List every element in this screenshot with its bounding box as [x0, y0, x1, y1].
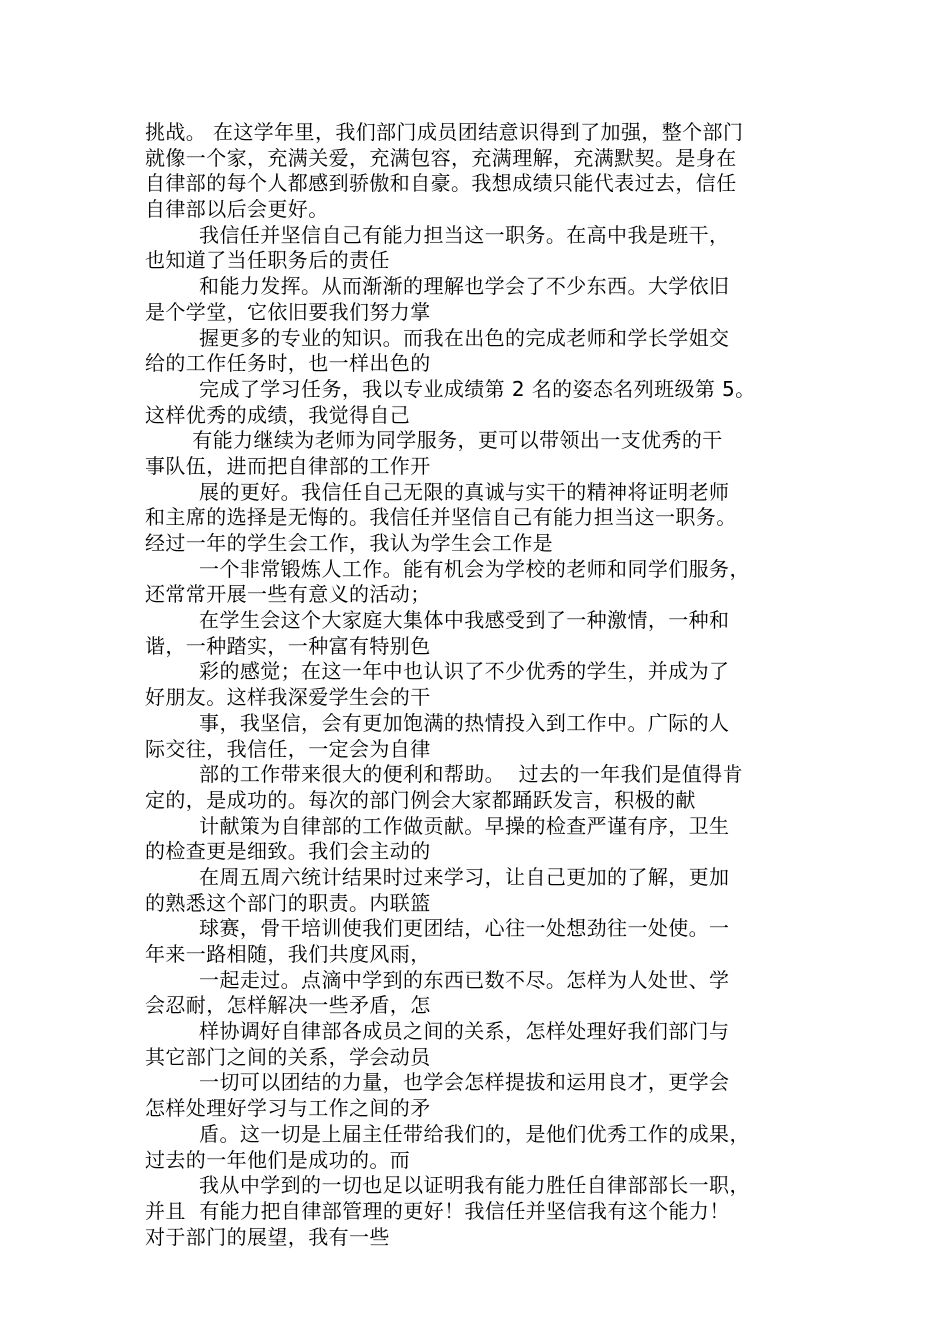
- text-line: 展的更好。我信任自己无限的真诚与实干的精神将证明老师: [145, 479, 730, 504]
- text-line: 过去的一年他们是成功的。而: [145, 1147, 411, 1172]
- text-line: 和主席的选择是无悔的。我信任并坚信自己有能力担当这一职务。: [145, 505, 737, 530]
- text-line: 的熟悉这个部门的职责。内联篮: [145, 890, 431, 915]
- text-line: 的检查更是细致。我们会主动的: [145, 839, 431, 864]
- text-line: 盾。这一切是上届主任带给我们的，是他们优秀工作的成果，: [145, 1121, 750, 1146]
- text-line: 就像一个家，充满关爱，充满包容，充满理解，充满默契。是身在: [145, 145, 737, 170]
- text-line: 在周五周六统计结果时过来学习，让自己更加的了解，更加: [145, 864, 730, 889]
- text-line: 我从中学到的一切也足以证明我有能力胜任自律部部长一职，: [145, 1173, 750, 1198]
- text-line: 球赛，骨干培训使我们更团结，心往一处想劲往一处使。一: [145, 916, 730, 941]
- text-line: 我信任并坚信自己有能力担当这一职务。在高中我是班干，: [145, 222, 730, 247]
- text-line: 一切可以团结的力量，也学会怎样提拔和运用良才，更学会: [145, 1070, 730, 1095]
- text-line: 会忍耐，怎样解决一些矛盾，怎: [145, 993, 431, 1018]
- text-line: 际交往，我信任，一定会为自律: [145, 736, 431, 761]
- text-line: 计献策为自律部的工作做贡献。早操的检查严谨有序，卫生: [145, 813, 730, 838]
- text-line: 这样优秀的成绩，我觉得自己: [145, 402, 411, 427]
- text-line: 定的，是成功的。每次的部门例会大家都踊跃发言，积极的献: [145, 787, 696, 812]
- text-line: 自律部以后会更好。: [145, 197, 329, 222]
- text-line: 也知道了当任职务后的责任: [145, 248, 390, 273]
- text-line: 自律部的每个人都感到骄傲和自豪。我想成绩只能代表过去，信任: [145, 171, 737, 196]
- text-line: 样协调好自律部各成员之间的关系，怎样处理好我们部门与: [145, 1019, 730, 1044]
- text-line: 对于部门的展望，我有一些: [145, 1224, 390, 1249]
- text-line: 握更多的专业的知识。而我在出色的完成老师和学长学姐交: [145, 325, 730, 350]
- text-line: 给的工作任务时，也一样出色的: [145, 351, 431, 376]
- text-line: 事，我坚信，会有更加饱满的热情投入到工作中。广际的人: [145, 710, 730, 735]
- text-line: 事队伍，进而把自律部的工作开: [145, 453, 431, 478]
- text-line: 好朋友。这样我深爱学生会的干: [145, 685, 431, 710]
- text-line: 谐，一种踏实，一种富有特别色: [145, 633, 431, 658]
- text-line: 有能力继续为老师为同学服务，更可以带领出一支优秀的干: [145, 428, 723, 453]
- text-line: 年来一路相随，我们共度风雨，: [145, 942, 431, 966]
- text-line: 经过一年的学生会工作，我认为学生会工作是: [145, 531, 553, 555]
- text-line: 在学生会这个大家庭大集体中我感受到了一种激情，一种和: [145, 608, 730, 633]
- document-body: [145, 120, 825, 1250]
- text-line: 完成了学习任务，我以专业成绩第 2 名的姿态名列班级第 5。: [145, 376, 756, 401]
- text-line: 彩的感觉；在这一年中也认识了不少优秀的学生，并成为了: [145, 659, 730, 684]
- text-line: 挑战。 在这学年里，我们部门成员团结意识得到了加强，整个部门: [145, 120, 744, 144]
- text-line: 怎样处理好学习与工作之间的矛: [145, 1096, 431, 1121]
- text-line: 其它部门之间的关系，学会动员: [145, 1044, 431, 1069]
- text-line: 一个非常锻炼人工作。能有机会为学校的老师和同学们服务，: [145, 556, 750, 581]
- text-line: 部的工作带来很大的便利和帮助。 过去的一年我们是值得肯: [145, 762, 743, 787]
- text-line: 还常常开展一些有意义的活动；: [145, 582, 431, 607]
- text-line: 并且 有能力把自律部管理的更好！我信任并坚信我有这个能力！: [145, 1198, 730, 1223]
- text-line: 是个学堂，它依旧要我们努力掌: [145, 299, 431, 324]
- text-line: 和能力发挥。从而渐渐的理解也学会了不少东西。大学依旧: [145, 274, 730, 299]
- text-line: 一起走过。点滴中学到的东西已数不尽。怎样为人处世、学: [145, 967, 730, 992]
